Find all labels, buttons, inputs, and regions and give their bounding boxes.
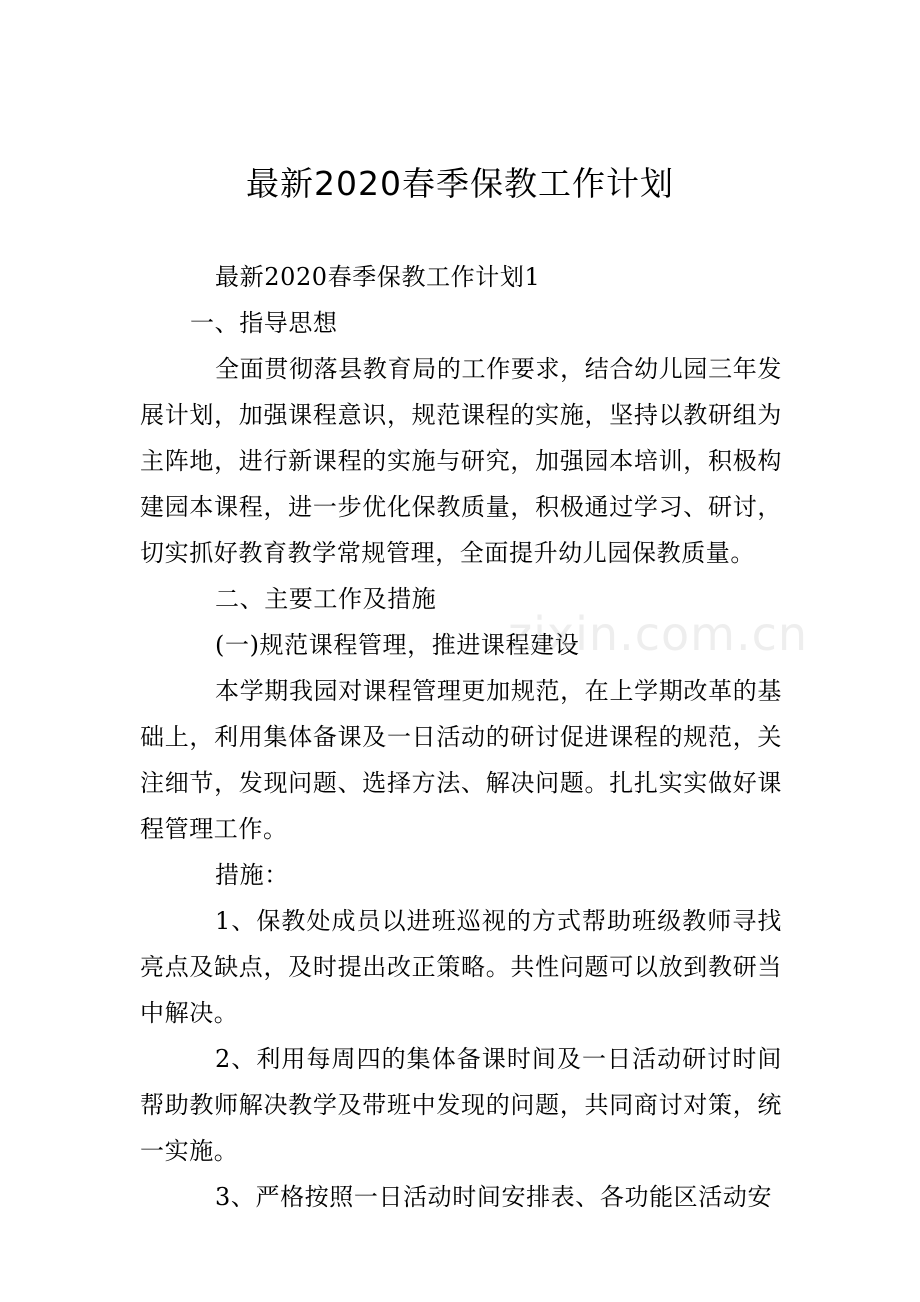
watermark-text: zixin.com.cn [508,607,809,661]
measure-item-3: 3、严格按照一日活动时间安排表、各功能区活动安 [215,1183,773,1211]
section-heading-guiding-ideology: 一、指导思想 [190,309,338,337]
measure-item-2: 2、利用每周四的集体备课时间及一日活动研讨时间帮助教师解决教学及带班中发现的问题，共同商讨对策，统一实施。 [140,1045,782,1165]
body-paragraph: 全面贯彻落县教育局的工作要求，结合幼儿园三年发展计划，加强课程意识，规范课程的实施，坚持以教研组为主阵地，进行新课程的实施与研究，加强园本培训，积极构建园本课程，进一步优化保教质量，积极通过学习、研讨，切实抓好教育教学常规管理，全面提升幼儿园保教质量。 [140,355,782,567]
document-body [140,254,782,1220]
body-paragraph: 本学期我园对课程管理更加规范，在上学期改革的基础上，利用集体备课及一日活动的研讨促进课程的规范，关注细节，发现问题、选择方法、解决问题。扎扎实实做好课程管理工作。 [140,677,782,843]
measure-item-1: 1、保教处成员以进班巡视的方式帮助班级教师寻找亮点及缺点，及时提出改正策略。共性问题可以放到教研当中解决。 [140,907,782,1027]
section-heading-main-work: 二、主要工作及措施 [215,585,437,613]
document-title: 最新2020春季保教工作计划 [246,164,674,203]
measures-label: 措施： [215,861,289,889]
subsection-heading-course-management: (一)规范课程管理，推进课程建设 [215,631,580,659]
subtitle-paragraph: 最新2020春季保教工作计划1 [215,263,541,291]
